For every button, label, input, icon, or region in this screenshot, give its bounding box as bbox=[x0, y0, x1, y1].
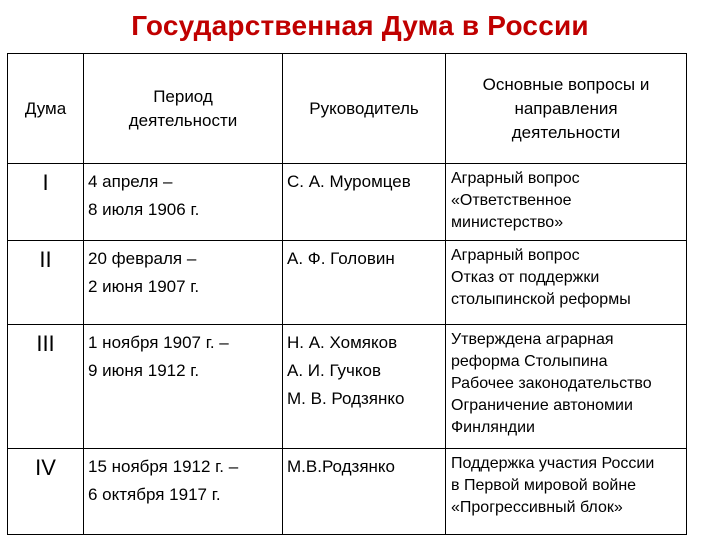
table-row bbox=[8, 449, 687, 535]
duma-number: II bbox=[8, 241, 84, 325]
issues-cell: Поддержка участия России в Первой мировой войне «Прогрессивный блок» bbox=[446, 449, 687, 535]
header-period: Период деятельности bbox=[84, 54, 283, 164]
leader-cell: С. А. Муромцев bbox=[283, 164, 446, 241]
duma-number: IV bbox=[8, 449, 84, 535]
leader-cell: Н. А. Хомяков А. И. Гучков М. В. Родзянко bbox=[283, 325, 446, 449]
issues-cell: Аграрный вопрос «Ответственное министерство» bbox=[446, 164, 687, 241]
leader-cell: М.В.Родзянко bbox=[283, 449, 446, 535]
header-issues: Основные вопросы и направления деятельности bbox=[446, 54, 687, 164]
duma-table bbox=[7, 53, 687, 535]
table-row bbox=[8, 241, 687, 325]
issues-cell: Утверждена аграрная реформа Столыпина Рабочее законодательство Ограничение автономии Финляндии bbox=[446, 325, 687, 449]
header-leader: Руководитель bbox=[283, 54, 446, 164]
duma-number: III bbox=[8, 325, 84, 449]
period-cell: 1 ноября 1907 г. – 9 июня 1912 г. bbox=[84, 325, 283, 449]
table-header-row bbox=[8, 54, 687, 164]
period-cell: 4 апреля – 8 июля 1906 г. bbox=[84, 164, 283, 241]
leader-cell: А. Ф. Головин bbox=[283, 241, 446, 325]
issues-cell: Аграрный вопрос Отказ от поддержки столыпинской реформы bbox=[446, 241, 687, 325]
header-duma: Дума bbox=[8, 54, 84, 164]
duma-number: I bbox=[8, 164, 84, 241]
page-title: Государственная Дума в России bbox=[131, 10, 589, 41]
period-cell: 15 ноября 1912 г. – 6 октября 1917 г. bbox=[84, 449, 283, 535]
table-row bbox=[8, 164, 687, 241]
period-cell: 20 февраля – 2 июня 1907 г. bbox=[84, 241, 283, 325]
table-row bbox=[8, 325, 687, 449]
